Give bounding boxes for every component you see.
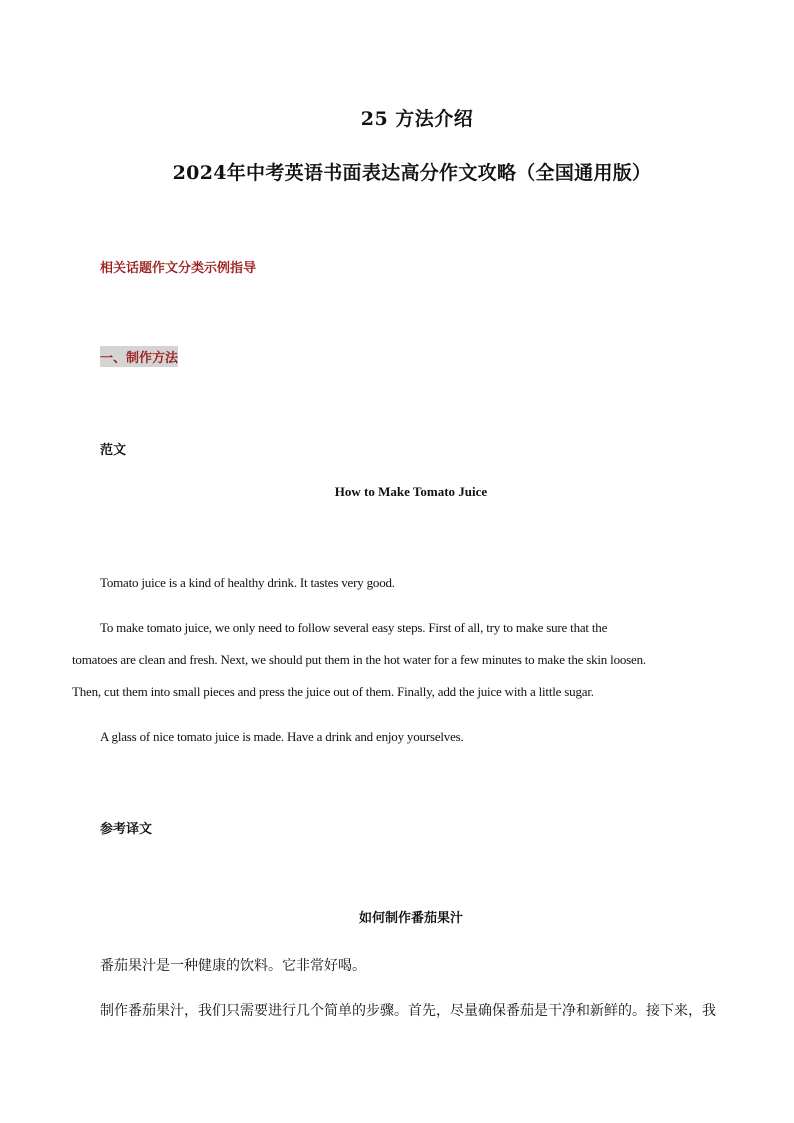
translation-paragraph-2-line-1: 制作番茄果汁，我们只需要进行几个简单的步骤。首先，尽量确保番茄是干净和新鲜的。接下来，我 — [100, 1003, 716, 1019]
sample-essay-label: 范文 — [100, 443, 127, 458]
essay-title: How to Make Tomato Juice — [334, 484, 488, 499]
essay-paragraph-2-line-3: Then, cut them into small pieces and press the juice out of them. Finally, add the juice with a little sugar. — [72, 684, 594, 699]
method-heading: 一、制作方法 — [100, 346, 178, 367]
document-subtitle: 2024年中考英语书面表达高分作文攻略（全国通用版） — [172, 162, 652, 184]
translation-label: 参考译文 — [100, 822, 153, 837]
essay-paragraph-3: A glass of nice tomato juice is made. Have a drink and enjoy yourselves. — [100, 729, 464, 744]
topic-heading: 相关话题作文分类示例指导 — [100, 261, 257, 276]
essay-paragraph-1: Tomato juice is a kind of healthy drink. It tastes very good. — [100, 575, 395, 590]
translation-paragraph-1: 番茄果汁是一种健康的饮料。它非常好喝。 — [100, 958, 366, 974]
document-title: 25 方法介绍 — [360, 108, 474, 130]
essay-paragraph-2-line-2: tomatoes are clean and fresh. Next, we should put them in the hot water for a few minutes to make the skin loosen. — [72, 652, 646, 667]
essay-paragraph-2-line-1: To make tomato juice, we only need to follow several easy steps. First of all, try to make sure that the — [100, 620, 608, 635]
translation-title: 如何制作番茄果汁 — [358, 911, 463, 926]
